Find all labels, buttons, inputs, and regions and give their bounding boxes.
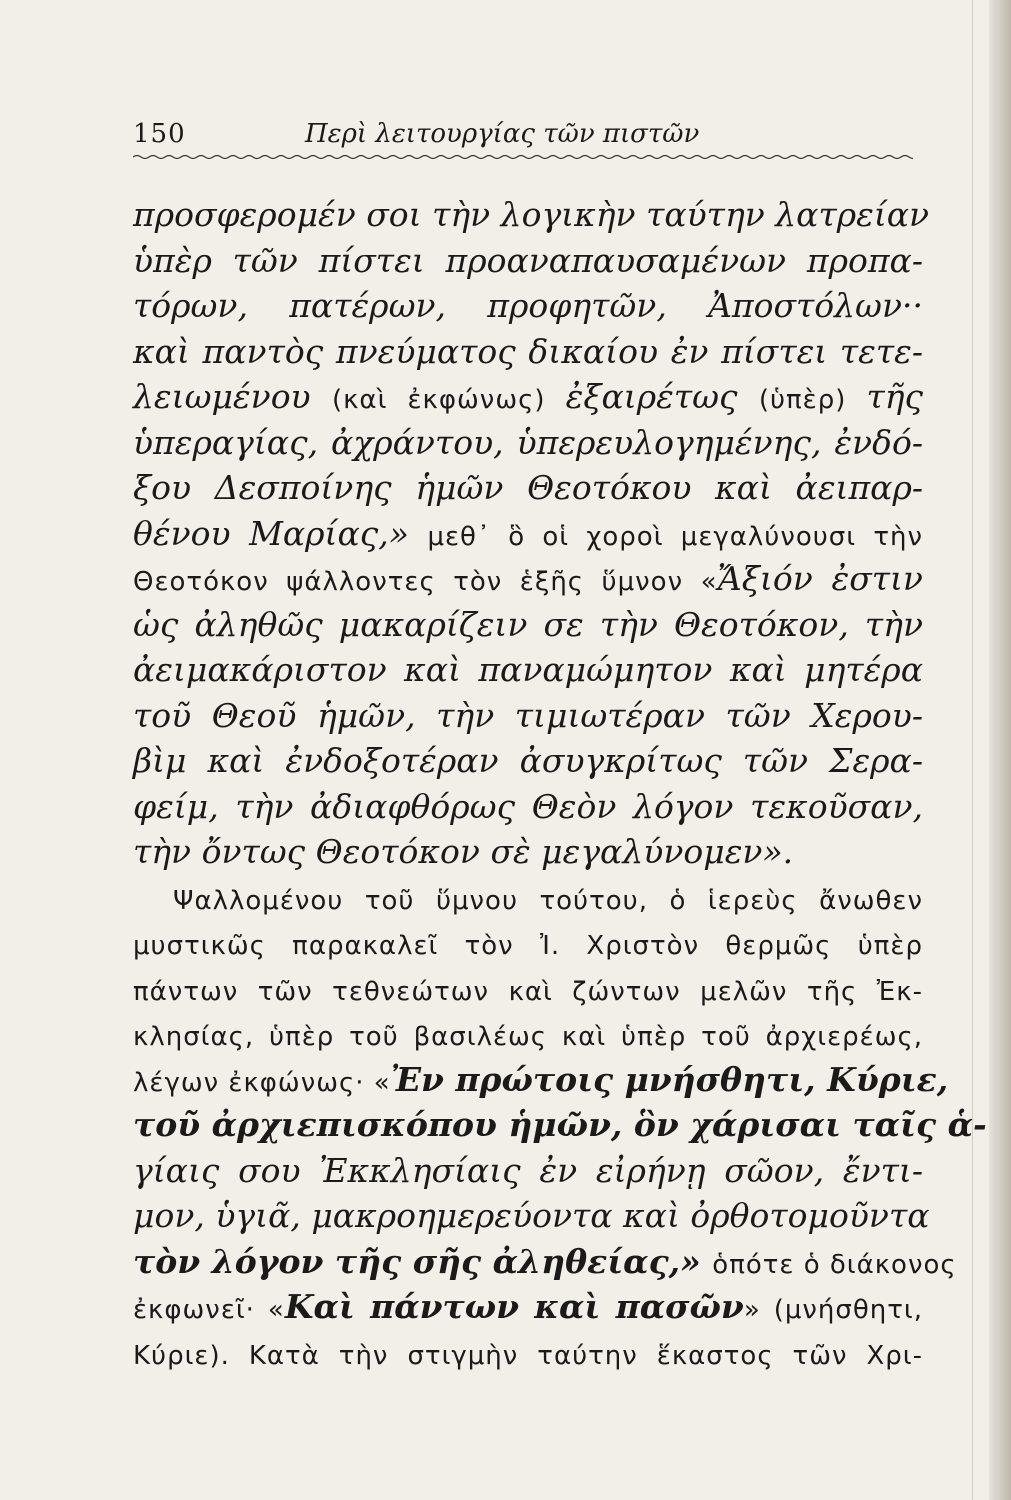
text-line <box>133 693 923 739</box>
text-line <box>133 1193 930 1239</box>
text-line <box>133 192 930 238</box>
text-line <box>133 511 923 557</box>
text-segment: ἐκφωνεῖ· « <box>133 1295 285 1325</box>
text-line <box>133 374 923 420</box>
text-segment: ὁπότε ὁ διάκονος <box>712 1249 957 1280</box>
text-segment: (ὑπὲρ) <box>758 385 867 415</box>
text-segment: καὶ παντὸς πνεύματος δικαίου ἐν πίστει τετε- <box>133 331 923 371</box>
text-segment: ὑπὲρ τῶν πίστει προαναπαυσαμένων προπα- <box>133 240 923 280</box>
text-line <box>133 647 923 693</box>
page-edge-line <box>972 0 973 1500</box>
text-segment: ὑπεραγίας, ἀχράντου, ὑπερευλογημένης, ἐνδό- <box>133 422 923 462</box>
text-segment: Κύριε). Κατὰ τὴν στιγμὴν ταύτην ἕκαστος τῶν Χρι- <box>133 1340 923 1371</box>
text-segment: τόρων, πατέρων, προφητῶν, Ἀποστόλων·· <box>133 286 923 325</box>
text-line <box>133 602 923 648</box>
text-segment: ὡς ἀληθῶς μακαρίζειν σε τὴν Θεοτόκον, τὴν <box>133 604 923 644</box>
text-segment: ἀειμακάριστον καὶ παναμώμητον καὶ μητέρα <box>133 650 923 689</box>
text-line <box>133 875 923 921</box>
text-segment: γίαις σου Ἐκκλησίαις ἐν εἰρήνῃ σῶον, ἔντι- <box>133 1150 923 1190</box>
page-edge <box>989 0 1011 1500</box>
text-segment: ξου Δεσποίνης ἡμῶν Θεοτόκου καὶ ἀειπαρ- <box>133 468 923 507</box>
text-segment: Ἄξιόν ἐστιν <box>717 559 923 598</box>
text-segment: » (μνήσθητι, <box>743 1295 923 1325</box>
text-segment: Καὶ πάντων καὶ πασῶν <box>284 1287 744 1326</box>
text-line <box>133 829 923 875</box>
page-header <box>133 117 913 157</box>
header-rule <box>133 152 913 162</box>
text-line <box>133 283 923 329</box>
text-line <box>133 1330 923 1376</box>
text-line <box>133 329 923 375</box>
text-segment: Θεοτόκον ψάλλοντες τὸν ἑξῆς ὕμνον « <box>133 567 718 597</box>
page-number: 150 <box>133 119 186 149</box>
text-line <box>133 238 923 284</box>
text-segment: Ψαλλομένου τοῦ ὕμνου τούτου, ὁ ἱερεὺς ἄνωθεν <box>173 885 923 916</box>
text-line <box>133 1148 923 1194</box>
text-segment: τῆς <box>866 377 924 416</box>
text-line <box>133 1284 923 1330</box>
running-title: Περὶ λειτουργίας τῶν πιστῶν <box>305 119 700 149</box>
text-line <box>133 1102 987 1148</box>
text-line <box>133 738 923 784</box>
text-segment: μον, ὑγιᾶ, μακροημερεύοντα καὶ ὀρθοτομοῦντα <box>133 1196 930 1235</box>
text-segment: (καὶ ἐκφώνως) <box>331 385 566 415</box>
text-segment: τοῦ Θεοῦ ἡμῶν, τὴν τιμιωτέραν τῶν Χερου- <box>133 695 923 735</box>
text-segment: προσφερομέν σοι τὴν λογικὴν ταύτην λατρείαν <box>133 195 930 234</box>
text-segment: λειωμένου <box>133 377 332 416</box>
text-segment: κλησίας, ὑπὲρ τοῦ βασιλέως καὶ ὑπὲρ τοῦ ἀρχιερέως, <box>133 1022 923 1052</box>
text-segment: τοῦ ἀρχιεπισκόπου ἡμῶν, ὃν χάρισαι ταῖς ἁ- <box>133 1105 987 1144</box>
text-line <box>133 420 923 466</box>
text-line <box>133 1239 957 1285</box>
text-line <box>133 966 923 1012</box>
body-text <box>133 192 987 1375</box>
text-line <box>133 556 923 602</box>
text-segment: τὸν λόγον τῆς σῆς ἀληθείας,» <box>133 1241 713 1281</box>
text-line <box>133 465 923 511</box>
text-segment: ἐξαιρέτως <box>565 377 759 416</box>
text-line <box>133 1057 949 1103</box>
text-segment: μυστικῶς παρακαλεῖ τὸν Ἰ. Χριστὸν θερμῶς ὑπὲρ <box>133 931 923 961</box>
text-segment: Ἐν πρώτοις μνήσθητι, Κύριε, <box>390 1059 949 1099</box>
text-line <box>133 784 923 830</box>
text-segment: λέγων ἐκφώνως· « <box>133 1067 391 1098</box>
text-segment: θένου Μαρίας,» <box>133 513 428 553</box>
text-segment: φείμ, τὴν ἀδιαφθόρως Θεὸν λόγον τεκοῦσαν, <box>133 786 923 826</box>
text-segment: τὴν ὄντως Θεοτόκον σὲ μεγαλύνομεν». <box>133 832 794 871</box>
text-line <box>133 920 923 966</box>
text-segment: πάντων τῶν τεθνεώτων καὶ ζώντων μελῶν τῆς Ἐκ- <box>133 976 923 1007</box>
text-segment: βὶμ καὶ ἐνδοξοτέραν ἀσυγκρίτως τῶν Σερα- <box>133 741 923 780</box>
text-segment: μεθ᾽ ὃ οἱ χοροὶ μεγαλύνουσι τὴν <box>427 521 924 552</box>
text-line <box>133 1011 923 1057</box>
